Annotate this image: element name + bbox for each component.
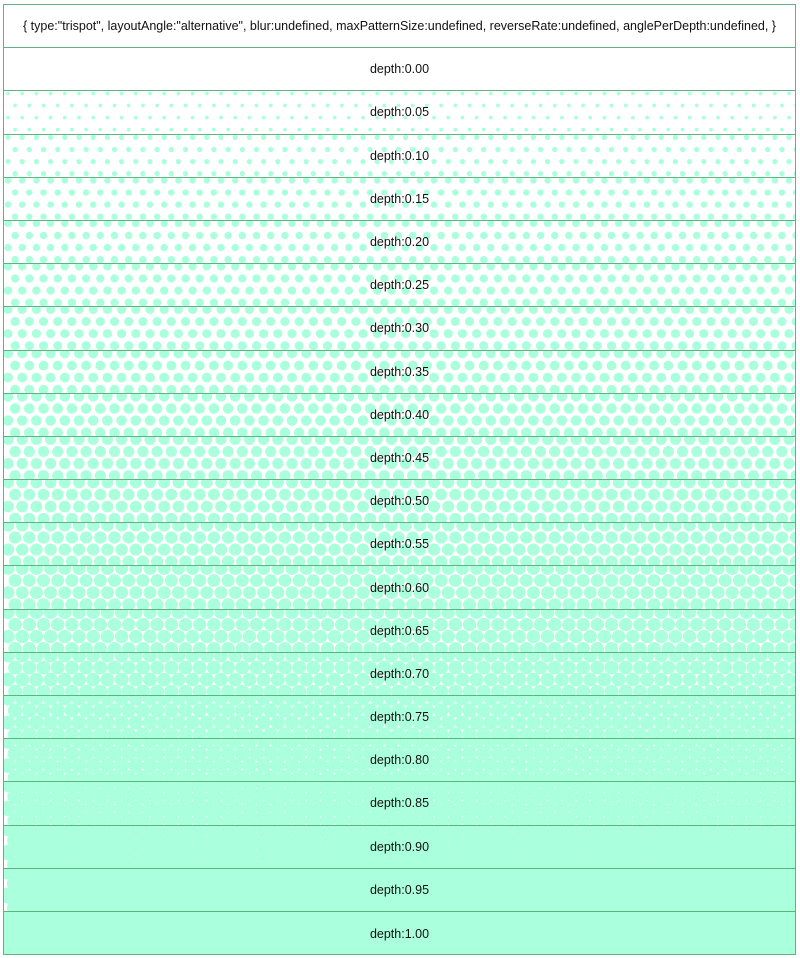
depth-label: depth:0.20 [369,235,430,250]
depth-swatch-list [4,48,795,955]
depth-label: depth:0.50 [369,494,430,509]
depth-swatch-row [4,264,795,307]
depth-swatch-row [4,826,795,869]
depth-swatch-row [4,653,795,696]
depth-label: depth:0.35 [369,364,430,379]
depth-swatch-row [4,869,795,912]
depth-swatch-row [4,912,795,955]
depth-swatch-row [4,394,795,437]
depth-label: depth:0.00 [369,62,430,77]
depth-label: depth:0.60 [369,580,430,595]
depth-label: depth:0.80 [369,753,430,768]
depth-label: depth:0.10 [369,148,430,163]
depth-swatch-row [4,307,795,350]
depth-label: depth:0.15 [369,191,430,206]
depth-swatch-row [4,351,795,394]
depth-swatch-row [4,782,795,825]
depth-swatch-row [4,610,795,653]
depth-label: depth:0.45 [369,450,430,465]
depth-label: depth:0.65 [369,623,430,638]
depth-swatch-row [4,48,795,91]
depth-swatch-row [4,480,795,523]
depth-label: depth:1.00 [369,926,430,941]
depth-label: depth:0.75 [369,710,430,725]
depth-label: depth:0.05 [369,105,430,120]
pattern-swatch-panel [3,4,796,955]
depth-swatch-row [4,221,795,264]
depth-swatch-row [4,739,795,782]
config-header [4,5,795,48]
depth-swatch-row [4,135,795,178]
depth-label: depth:0.55 [369,537,430,552]
depth-swatch-row [4,178,795,221]
depth-label: depth:0.25 [369,278,430,293]
depth-swatch-row [4,523,795,566]
depth-label: depth:0.70 [369,666,430,681]
depth-label: depth:0.85 [369,796,430,811]
depth-swatch-row [4,437,795,480]
depth-swatch-row [4,91,795,134]
depth-label: depth:0.90 [369,839,430,854]
depth-swatch-row [4,566,795,609]
depth-label: depth:0.40 [369,407,430,422]
depth-swatch-row [4,696,795,739]
depth-label: depth:0.95 [369,882,430,897]
config-header-text: { type:"trispot", layoutAngle:"alternative", blur:undefined, maxPatternSize:undefined, reverseRate:undefined, anglePerDepth:undefined, } [23,19,776,34]
depth-label: depth:0.30 [369,321,430,336]
